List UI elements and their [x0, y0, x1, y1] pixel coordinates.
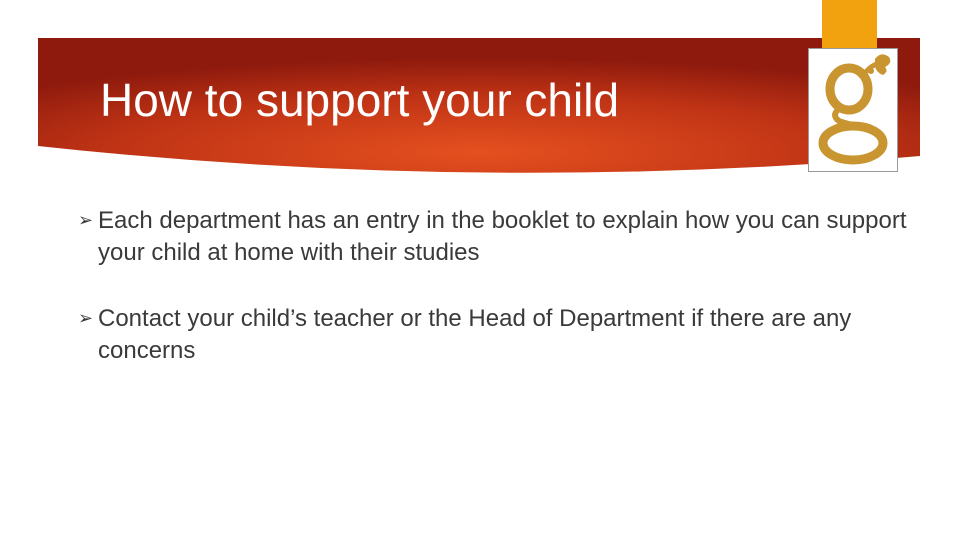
- bullet-text: Each department has an entry in the booklet to explain how you can support your child at home with their studies: [98, 207, 907, 266]
- arrow-bullet-icon: ➢: [78, 308, 94, 329]
- accent-tab: [822, 0, 877, 50]
- oak-leaf-g-logo-icon: [809, 49, 897, 171]
- school-logo: [808, 48, 898, 172]
- arrow-bullet-icon: ➢: [78, 210, 94, 231]
- bullet-text: Contact your child’s teacher or the Head of Department if there are any concerns: [98, 305, 852, 364]
- bullet-item: [78, 205, 908, 269]
- slide-title: How to support your child: [100, 74, 620, 126]
- bullet-list: [78, 205, 908, 401]
- bullet-item: [78, 303, 908, 367]
